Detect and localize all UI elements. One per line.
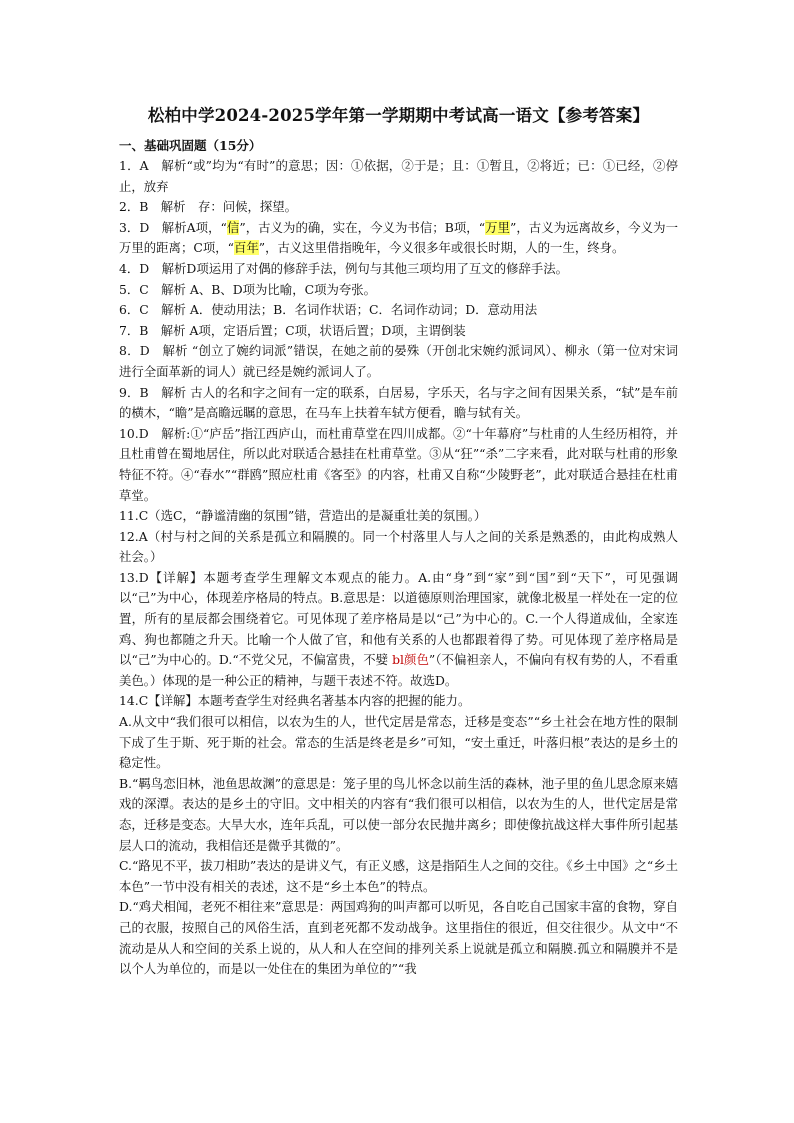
paragraph-text: 8．D 解析 “创立了婉约词派”错误，在她之前的晏殊（开创北宋婉约派词风）、柳永（第一位对宋词进行全面革新的词人）就已经是婉约派词人了。 <box>119 343 678 379</box>
answer-paragraph <box>119 856 678 897</box>
answer-paragraph <box>119 527 678 568</box>
paragraph-text: D.“鸡犬相闻，老死不相往来”意思是：两国鸡狗的叫声都可以听见，各自吃自己国家丰富的食物，穿自己的衣服，按照自己的风俗生活，直到老死都不发动战争。这里指住的很近，但交往很少。从文中“不流动是从人和空间的关系上说的，从人和人在空间的排列关系上说就是孤立和隔膜.孤立和隔膜并不是以个人为单位的，而是以一处住在的集团为单位的”“我 <box>119 899 678 977</box>
answer-paragraph <box>119 300 678 321</box>
answer-body <box>119 156 678 980</box>
paragraph-text: 2．B 解析 存：问候，探望。 <box>119 199 298 215</box>
answer-paragraph <box>119 321 678 342</box>
paragraph-text: ”，古义这里借指晚年，今义很多年或很长时期，人的一生，终身。 <box>258 240 625 256</box>
paragraph-text: ”，古义为的确，实在，今义为书信；B项，“ <box>239 219 486 235</box>
paragraph-text: 13.D【详解】本题考查学生理解文本观点的能力。A.由“身”到“家”到“国”到“天下”，可见强调以“己”为中心，体现差序格局的特点。B.意思是：以道德原则治理国家，就像北极星一样处在一定的位置，所有的星辰都会围绕着它。可见体现了差序格局是以“己”为中心的。C.一个人得道成仙，全家连鸡、狗也都随之升天。比喻一个人做了官，和他有关系的人也都跟着得了势。可见体现了差序格局是以“己”为中心的。D.“不党父兄，不偏富贵，不嬖 <box>119 569 678 668</box>
answer-paragraph <box>119 280 678 301</box>
paragraph-text: 7．B 解析 A项，定语后置；C项，状语后置；D项，主谓倒装 <box>119 322 466 338</box>
paragraph-text: 14.C【详解】本题考查学生对经典名著基本内容的把握的能力。 <box>119 693 471 709</box>
red-text: bl颜色 <box>392 652 429 668</box>
answer-paragraph <box>119 774 678 856</box>
answer-paragraph <box>119 568 678 692</box>
answer-paragraph <box>119 341 678 382</box>
paragraph-text: 10.D 解析:①“庐岳”指江西庐山，而杜甫草堂在四川成都。②“十年幕府”与杜甫的人生经历相符，并且杜甫曾在蜀地居住，所以此对联适合悬挂在杜甫草堂。③从“狂”“杀”二字来看，此对联与杜甫的形象特征不符。④“春水”“群鸥”照应杜甫《客至》的内容，杜甫又自称“少陵野老”，此对联适合悬挂在杜甫草堂。 <box>119 425 678 503</box>
paragraph-text: A.从文中“我们很可以相信，以农为生的人，世代定居是常态，迁移是变态”“乡土社会在地方性的限制下成了生于斯、死于斯的社会。常态的生活是终老是乡”可知，“安土重迁，叶落归根”表达的是乡土的稳定性。 <box>119 714 678 771</box>
answer-paragraph <box>119 197 678 218</box>
answer-paragraph <box>119 424 678 506</box>
paragraph-text: B.“羁鸟恋旧林，池鱼思故渊”的意思是：笼子里的鸟儿怀念以前生活的森林，池子里的鱼儿思念原来嬉戏的深潭。表达的是乡土的守旧。文中相关的内容有“我们很可以相信，以农为生的人，世代定居是常态，迁移是变态。大旱大水，连年兵乱，可以使一部分农民抛井离乡；即使像抗战这样大事件所引起基层人口的流动，我相信还是微乎其微的”。 <box>119 775 678 853</box>
paragraph-text: 9．B 解析 古人的名和字之间有一定的联系，白居易，字乐天，名与字之间有因果关系，“轼”是车前的横木，“瞻”是高瞻远瞩的意思，在马车上扶着车轼方便看，瞻与轼有关。 <box>119 384 678 421</box>
paragraph-text: 6．C 解析 A．使动用法；B．名词作状语；C．名词作动词；D．意动用法 <box>119 302 538 318</box>
highlighted-text: 万里 <box>485 219 510 235</box>
answer-paragraph <box>119 897 678 979</box>
paragraph-text: 5．C 解析 A、B、D项为比喻，C项为夸张。 <box>119 281 377 297</box>
paragraph-text: ”（不偏袒亲人，不偏向有权有势的人，不看重美色。）体现的是一种公正的精神，与题干表述不符。故选D。 <box>119 652 678 688</box>
paragraph-text: 4．D 解析D项运用了对偶的修辞手法，例句与其他三项均用了互文的修辞手法。 <box>119 260 569 276</box>
highlighted-text: 百年 <box>233 240 259 256</box>
paragraph-text: 12.A（村与村之间的关系是孤立和隔膜的。同一个村落里人与人之间的关系是熟悉的，由此构成熟人社会。） <box>119 528 678 565</box>
paragraph-text: 3．D 解析A项，“ <box>119 219 227 235</box>
paragraph-text: ”，古义为远离故乡，今义为一万里的距离；C项，“ <box>119 219 679 256</box>
highlighted-text: 信 <box>226 219 240 235</box>
paragraph-text: 1．A 解析“或”均为“有时”的意思；因：①依据，②于是；且：①暂且，②将近；已：①已经，②停止，放弃 <box>119 158 678 194</box>
section-heading: 一、基础巩固题（15分） <box>119 138 262 153</box>
document-title: 松柏中学2024-2025学年第一学期期中考试高一语文【参考答案】 <box>147 106 650 125</box>
answer-paragraph <box>119 712 678 774</box>
answer-paragraph <box>119 218 678 259</box>
answer-paragraph <box>119 383 678 424</box>
paragraph-text: C.“路见不平，拔刀相助”表达的是讲义气，有正义感，这是指陌生人之间的交往。《乡土中国》之“乡土本色”一节中没有相关的表述，这不是“乡土本色”的特点。 <box>119 858 678 894</box>
answer-paragraph <box>119 259 678 280</box>
answer-paragraph <box>119 156 678 197</box>
paragraph-text: 11.C（选C，“静谧清幽的氛围”错，营造出的是凝重壮美的氛围。） <box>119 508 487 524</box>
answer-paragraph <box>119 506 678 527</box>
answer-paragraph <box>119 691 678 712</box>
